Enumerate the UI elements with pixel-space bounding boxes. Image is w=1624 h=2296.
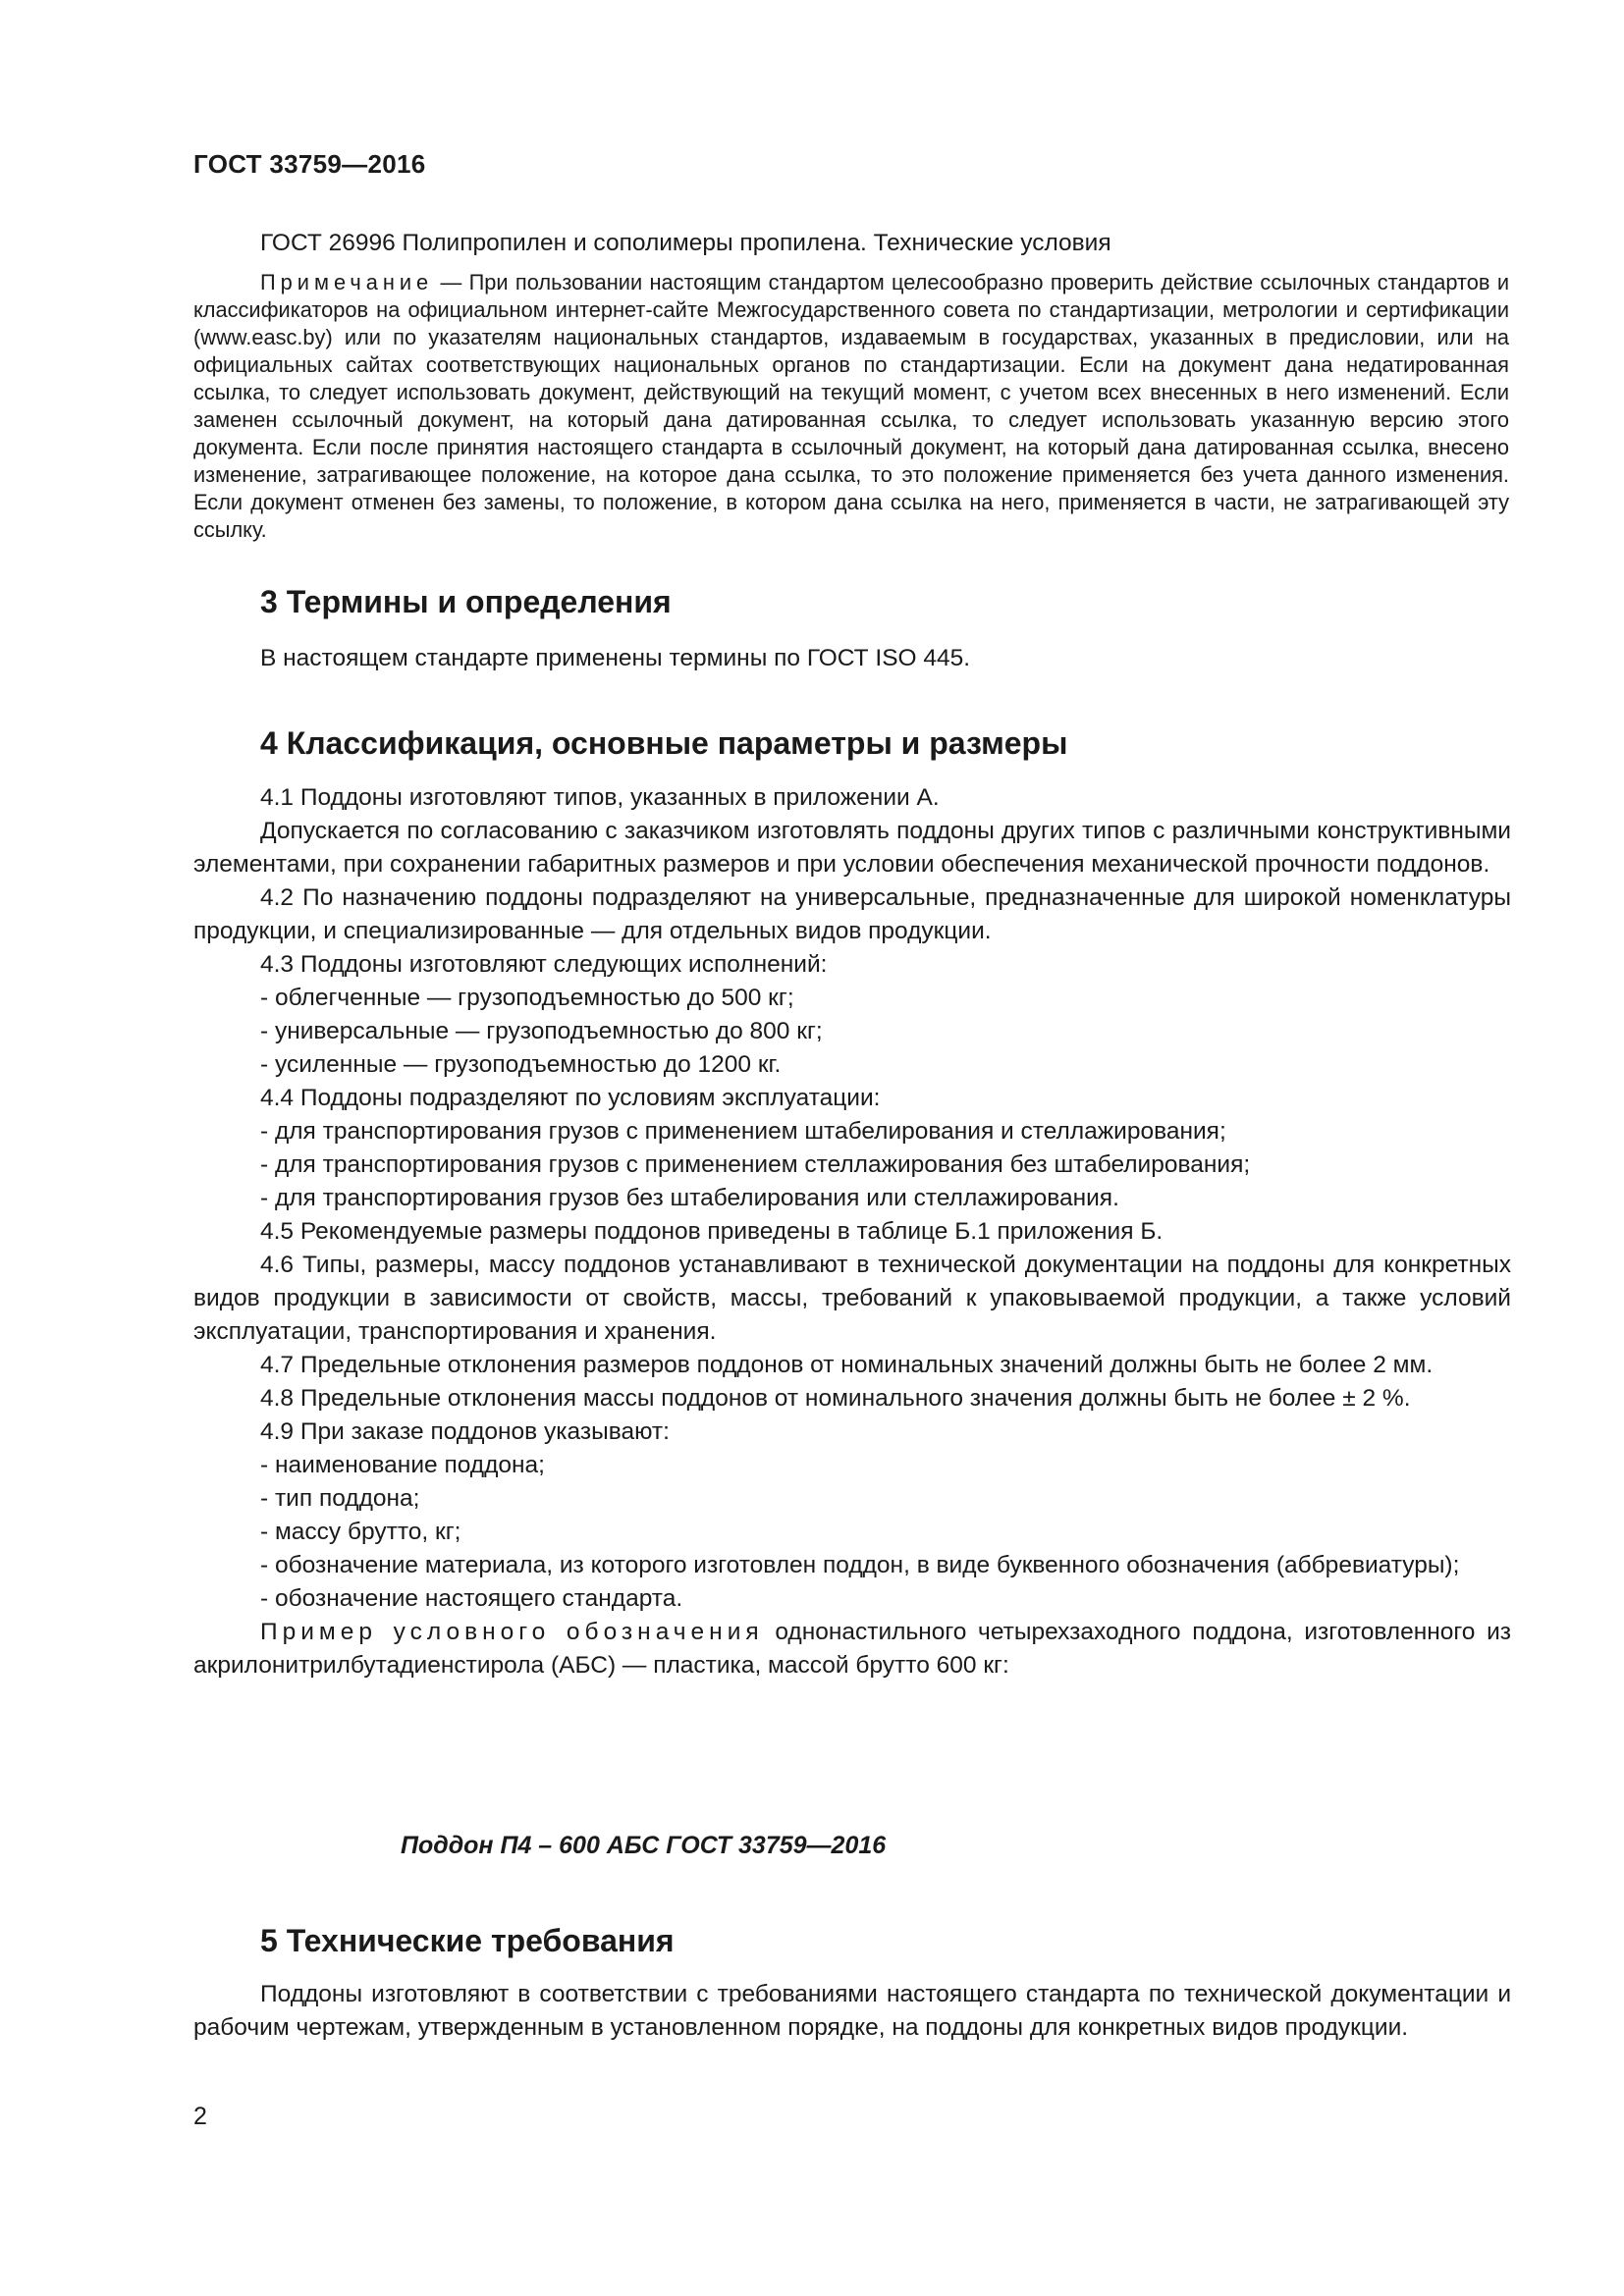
section-5-body bbox=[193, 1978, 1511, 2045]
section-4-body bbox=[193, 781, 1511, 1682]
note-block bbox=[193, 269, 1509, 544]
list-item: - обозначение материала, из которого изготовлен поддон, в виде буквенного обозначения (аббревиатуры); bbox=[260, 1552, 1460, 1578]
list-item: - массу брутто, кг; bbox=[260, 1519, 461, 1545]
section-3-text: В настоящем стандарте применены термины по ГОСТ ISO 445. bbox=[260, 645, 971, 671]
example-label: Пример условного обозначения bbox=[260, 1619, 764, 1645]
section-4-heading: 4 Классификация, основные параметры и размеры bbox=[260, 725, 1068, 761]
paragraph: 4.1 Поддоны изготовляют типов, указанных в приложении А. bbox=[260, 784, 940, 811]
reference-item: ГОСТ 26996 Полипропилен и сополимеры пропилена. Технические условия bbox=[260, 230, 1111, 256]
list-item: - обозначение настоящего стандарта. bbox=[260, 1585, 683, 1612]
section-3-body bbox=[193, 642, 1511, 675]
section-3-heading: 3 Термины и определения bbox=[260, 584, 672, 619]
list-item: - наименование поддона; bbox=[260, 1452, 545, 1478]
list-item: - облегченные — грузоподъемностью до 500 кг; bbox=[260, 985, 794, 1011]
paragraph: Допускается по согласованию с заказчиком изготовлять поддоны других типов с различными конструктивными элементами, при сохранении габаритных размеров и при условии обеспечения механической прочности поддонов. bbox=[193, 818, 1511, 878]
paragraph: 4.3 Поддоны изготовляют следующих исполнений: bbox=[260, 951, 828, 978]
list-item: - для транспортирования грузов с применением стеллажирования без штабелирования; bbox=[260, 1151, 1251, 1178]
paragraph: 4.7 Предельные отклонения размеров поддонов от номинальных значений должны быть не более 2 мм. bbox=[260, 1352, 1434, 1378]
paragraph: 4.2 По назначению поддоны подразделяют на универсальные, предназначенные для широкой номенклатуры продукции, и специализированные — для отдельных видов продукции. bbox=[193, 884, 1511, 944]
page-number: 2 bbox=[193, 2103, 207, 2130]
section-5-heading: 5 Технические требования bbox=[260, 1923, 675, 1958]
section-5-text: Поддоны изготовляют в соответствии с требованиями настоящего стандарта по технической документации и рабочим чертежам, утвержденным в установленном порядке, на поддоны для конкретных видов продукции. bbox=[193, 1981, 1511, 2041]
paragraph: 4.4 Поддоны подразделяют по условиям эксплуатации: bbox=[260, 1085, 881, 1111]
paragraph: 4.6 Типы, размеры, массу поддонов устанавливают в технической документации на поддоны для конкретных видов продукции в зависимости от свойств, массы, требований к упаковываемой продукции, а также условий эксплуатации, транспортирования и хранения. bbox=[193, 1252, 1511, 1345]
example-designation: Поддон П4 – 600 АБС ГОСТ 33759—2016 bbox=[401, 1832, 887, 1859]
list-item: - универсальные — грузоподъемностью до 800 кг; bbox=[260, 1018, 823, 1044]
example-paragraph bbox=[193, 1616, 1511, 1682]
note-label: Примечание bbox=[260, 270, 434, 294]
note-text: — При пользовании настоящим стандартом целесообразно проверить действие ссылочных стандартов и классификаторов на официальном интернет-сайте Межгосударственного совета по стандартизации, метрологии и сертификации (www.easc.by) или по указателям национальных стандартов, издаваемым в государствах, указанных в предисловии, или на официальных сайтах соответствующих национальных органов по стандартизации. Если на документ дана недатированная ссылка, то следует использовать документ, действующий на текущий момент, с учетом всех внесенных в него изменений. Если заменен ссылочный документ, на который дана датированная ссылка, то следует использовать указанную версию этого документа. Если после принятия настоящего стандарта в ссылочный документ, на который дана датированная ссылка, внесено изменение, затрагивающее положение, на которое дана ссылка, то это положение применяется без учета данного изменения. Если документ отменен без замены, то положение, в котором дана ссылка на него, применяется в части, не затрагивающей эту ссылку. bbox=[193, 270, 1509, 542]
paragraph: 4.9 При заказе поддонов указывают: bbox=[260, 1418, 670, 1445]
example-text: однонастильного четырехзаходного поддона, изготовленного из акрилонитрилбутадиенстирола (АБС) — пластика, массой брутто 600 кг: bbox=[193, 1619, 1511, 1679]
paragraph: 4.8 Предельные отклонения массы поддонов от номинального значения должны быть не более ± 2 %. bbox=[260, 1385, 1411, 1412]
document-header: ГОСТ 33759—2016 bbox=[193, 149, 426, 179]
list-item: - усиленные — грузоподъемностью до 1200 кг. bbox=[260, 1051, 782, 1078]
list-item: - тип поддона; bbox=[260, 1485, 420, 1512]
list-item: - для транспортирования грузов с применением штабелирования и стеллажирования; bbox=[260, 1118, 1226, 1145]
list-item: - для транспортирования грузов без штабелирования или стеллажирования. bbox=[260, 1185, 1119, 1211]
paragraph: 4.5 Рекомендуемые размеры поддонов приведены в таблице Б.1 приложения Б. bbox=[260, 1218, 1164, 1245]
